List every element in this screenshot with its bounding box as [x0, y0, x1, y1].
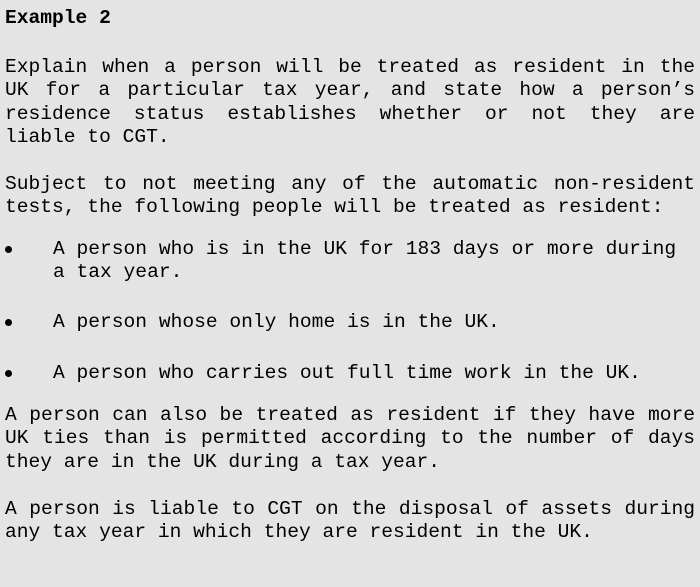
intro-paragraph: Subject to not meeting any of the automatic non-resident tests, the following people will be treated as resident:: [5, 173, 695, 219]
cgt-liability-paragraph: A person is liable to CGT on the disposal of assets during any tax year in which they are resident in the UK.: [5, 497, 695, 544]
resident-criteria-list: [5, 238, 695, 385]
list-item: [5, 238, 695, 285]
list-item: [5, 311, 695, 334]
bullet-icon: [5, 319, 12, 326]
list-item-text: A person who carries out full time work in the UK.: [53, 361, 641, 384]
list-item-text: A person who is in the UK for 183 days or more during a tax year.: [53, 237, 677, 284]
question-paragraph: Explain when a person will be treated as resident in the UK for a particular tax year, and state how a person’s residence status establishes whether or not they are liable to CGT.: [5, 56, 695, 148]
bullet-icon: [5, 370, 12, 377]
list-item: [5, 362, 695, 385]
uk-ties-paragraph: A person can also be treated as resident if they have more UK ties than is permitted according to the number of days they are in the UK during a tax year.: [5, 403, 695, 473]
example-title: Example 2: [5, 7, 111, 29]
bullet-icon: [5, 246, 12, 253]
list-item-text: A person whose only home is in the UK.: [53, 311, 500, 334]
